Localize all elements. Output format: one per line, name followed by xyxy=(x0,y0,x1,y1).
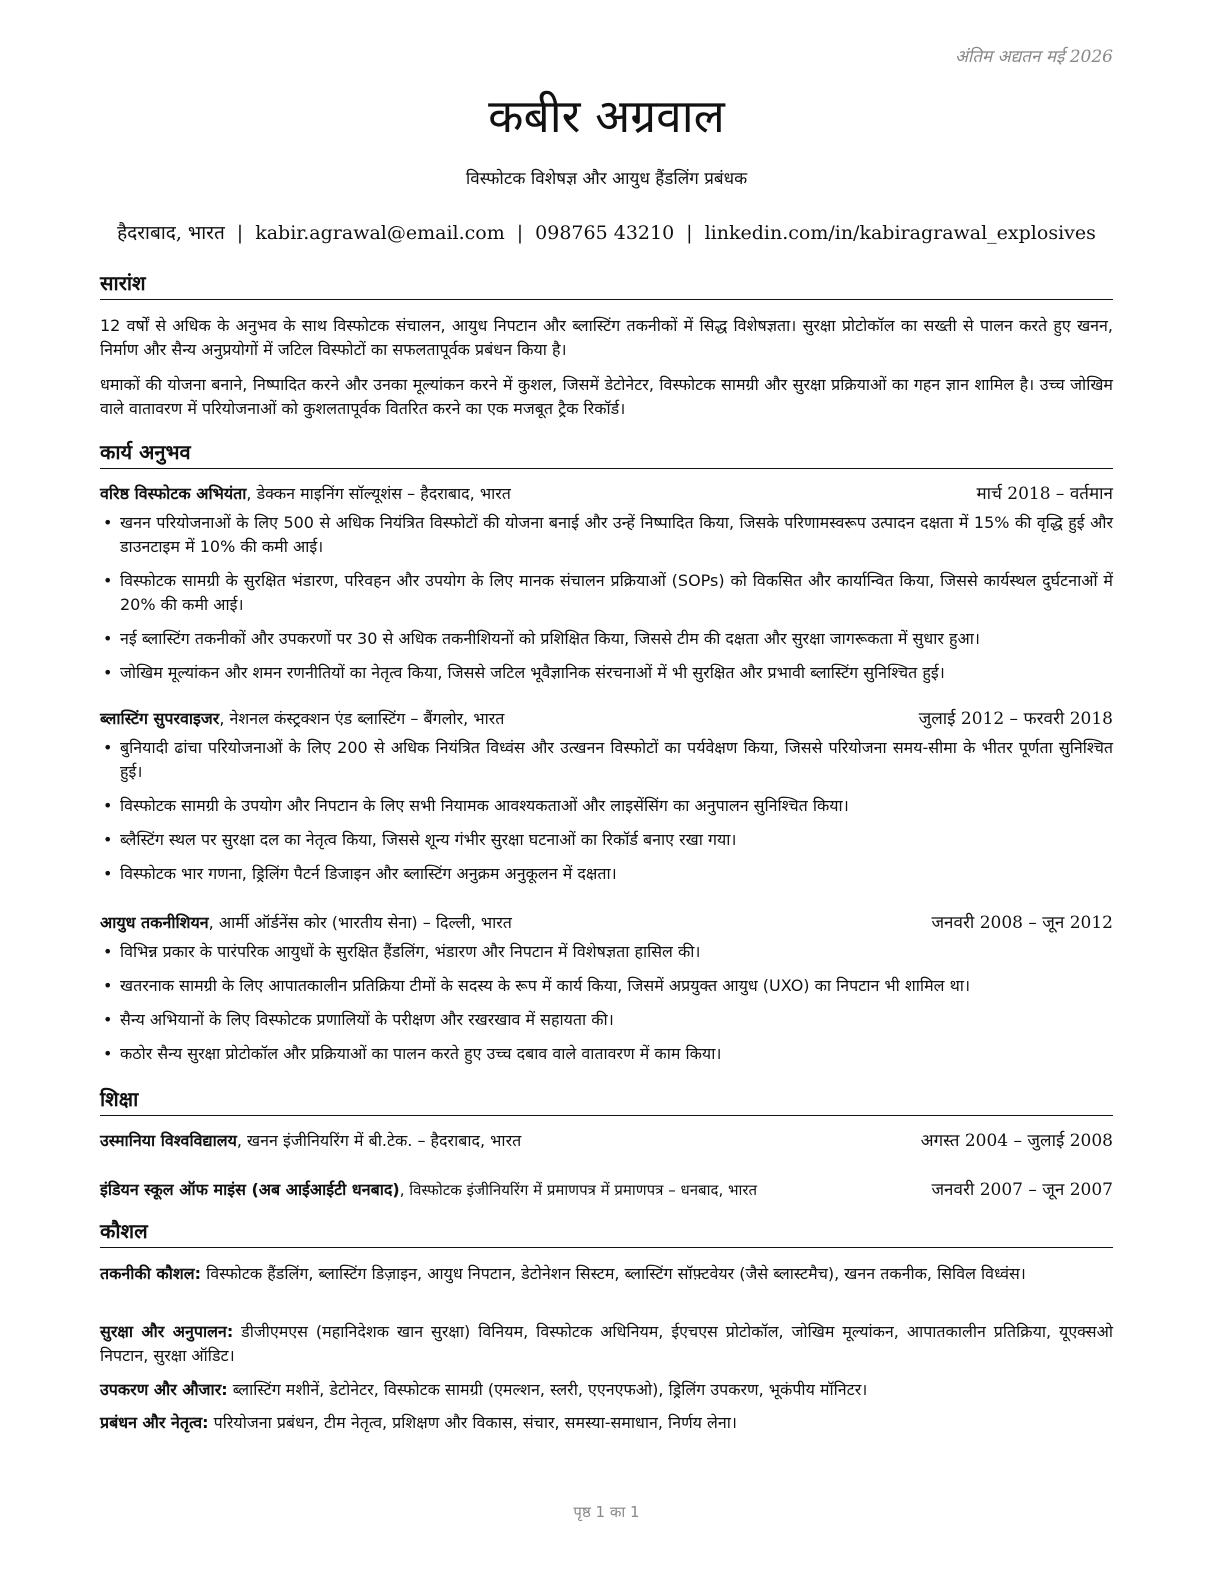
job-bullets xyxy=(100,940,1113,1076)
education-dates: अगस्त 2004 – जुलाई 2008 xyxy=(920,1131,1113,1151)
education-entry xyxy=(100,1129,1113,1153)
job-bullet: • खतरनाक सामग्री के लिए आपातकालीन प्रतिक्रिया टीमों के सदस्य के रूप में कार्य किया, जिसमें अप्रयुक्त आयुध (UXO) का निपटान भी शामिल था। xyxy=(100,974,1113,998)
summary-paragraph: धमाकों की योजना बनाने, निष्पादित करने और उनका मूल्यांकन करने में कुशल, जिसमें डेटोनेटर, विस्फोटक सामग्री और सुरक्षा प्रक्रियाओं का गहन ज्ञान शामिल है। उच्च जोखिम वाले वातावरण में परियोजनाओं को कुशलतापूर्वक वितरित करने का एक मजबूत ट्रैक रिकॉर्ड। xyxy=(100,375,1113,418)
last-updated: अंतिम अद्यतन मई 2026 xyxy=(954,47,1113,67)
education-detail: , विस्फोटक इंजीनियरिंग में प्रमाणपत्र में प्रमाणपत्र – धनबाद, भारत xyxy=(399,1181,758,1199)
contact-separator: | xyxy=(686,222,693,244)
job-role: वरिष्ठ विस्फोटक अभियंता xyxy=(100,484,247,503)
job-org: , आर्मी ऑर्डनेंस कोर (भारतीय सेना) – दिल्ली, भारत xyxy=(208,913,512,932)
job-header xyxy=(100,482,1113,506)
job-header xyxy=(100,911,1113,935)
summary-paragraph: 12 वर्षों से अधिक के अनुभव के साथ विस्फोटक संचालन, आयुध निपटान और ब्लास्टिंग तकनीकों में सिद्ध विशेषज्ञता। सुरक्षा प्रोटोकॉल का सख्ती से पालन करते हुए खनन, निर्माण और सैन्य अनुप्रयोगों में जटिल विस्फोटों का सफलतापूर्वक प्रबंधन किया है। xyxy=(100,316,1113,359)
skill-line xyxy=(100,1411,1113,1435)
skill-text: ब्लास्टिंग मशीनें, डेटोनेटर, विस्फोटक सामग्री (एमल्शन, स्लरी, एएनएफओ), ड्रिलिंग उपकरण, भूकंपीय मॉनिटर। xyxy=(227,1380,868,1399)
education-detail: , खनन इंजीनियरिंग में बी.टेक. – हैदराबाद, भारत xyxy=(236,1131,522,1150)
job-role: ब्लास्टिंग सुपरवाइजर xyxy=(100,709,220,728)
section-heading-skills: कौशल xyxy=(100,1218,1113,1248)
job-header xyxy=(100,707,1113,731)
job-bullets xyxy=(100,511,1113,695)
education-school: इंडियन स्कूल ऑफ माइंस (अब आईआईटी धनबाद) xyxy=(100,1180,400,1199)
contact-email[interactable]: kabir.agrawal@email.com xyxy=(255,222,505,244)
contact-separator: | xyxy=(236,222,244,244)
job-bullet: • विभिन्न प्रकार के पारंपरिक आयुधों के सुरक्षित हैंडलिंग, भंडारण और निपटान में विशेषज्ञता हासिल की। xyxy=(100,940,1113,964)
job-bullet: • ब्लैस्टिंग स्थल पर सुरक्षा दल का नेतृत्व किया, जिससे शून्य गंभीर सुरक्षा घटनाओं का रिकॉर्ड बनाए रखा गया। xyxy=(100,828,1113,852)
job-bullet: • जोखिम मूल्यांकन और शमन रणनीतियों का नेतृत्व किया, जिससे जटिल भूवैज्ञानिक संरचनाओं में भी सुरक्षित और प्रभावी ब्लास्टिंग सुनिश्चित हुई। xyxy=(100,661,1113,685)
section-heading-experience: कार्य अनुभव xyxy=(100,439,1113,469)
job-bullet: • कठोर सैन्य सुरक्षा प्रोटोकॉल और प्रक्रियाओं का पालन करते हुए उच्च दबाव वाले वातावरण में काम किया। xyxy=(100,1042,1113,1066)
candidate-title: विस्फोटक विशेषज्ञ और आयुध हैंडलिंग प्रबंधक xyxy=(465,169,748,189)
education-entry xyxy=(100,1178,1113,1202)
page-number: पृष्ठ 1 का 1 xyxy=(573,1503,640,1521)
job-bullet: • विस्फोटक भार गणना, ड्रिलिंग पैटर्न डिजाइन और ब्लास्टिंग अनुक्रम अनुकूलन में दक्षता। xyxy=(100,862,1113,886)
job-org: , डेक्कन माइनिंग सॉल्यूशंस – हैदराबाद, भारत xyxy=(246,484,511,503)
education-dates: जनवरी 2007 – जून 2007 xyxy=(931,1180,1113,1200)
contact-phone: 098765 43210 xyxy=(535,222,675,244)
contact-line xyxy=(100,219,1113,245)
candidate-name: कबीर अग्रवाल xyxy=(488,89,725,143)
job-dates: मार्च 2018 – वर्तमान xyxy=(976,484,1113,504)
education-school: उस्मानिया विश्वविद्यालय xyxy=(100,1131,237,1150)
job-bullets xyxy=(100,736,1113,896)
job-bullet: • नई ब्लास्टिंग तकनीकों और उपकरणों पर 30 से अधिक तकनीशियनों को प्रशिक्षित किया, जिससे टीम की दक्षता और सुरक्षा जागरूकता में सुधार हुआ। xyxy=(100,627,1113,651)
skill-text: विस्फोटक हैंडलिंग, ब्लास्टिंग डिज़ाइन, आयुध निपटान, डेटोनेशन सिस्टम, ब्लास्टिंग सॉफ़्टवेयर (जैसे ब्लास्टमैच), खनन तकनीक, सिविल विध्वंस। xyxy=(201,1264,1026,1283)
skill-line xyxy=(100,1262,1113,1286)
skill-label: तकनीकी कौशल: xyxy=(100,1264,201,1283)
skill-label: उपकरण और औजार: xyxy=(100,1380,228,1399)
job-dates: जुलाई 2012 – फरवरी 2018 xyxy=(918,709,1113,729)
job-bullet: • विस्फोटक सामग्री के सुरक्षित भंडारण, परिवहन और उपयोग के लिए मानक संचालन प्रक्रियाओं (SOPs) को विकसित और कार्यान्वित किया, जिससे कार्यस्थल दुर्घटनाओं में 20% की कमी आई। xyxy=(100,569,1113,617)
skill-line xyxy=(100,1320,1113,1368)
contact-linkedin[interactable]: linkedin.com/in/kabiragrawal_explosives xyxy=(704,222,1096,244)
job-role: आयुध तकनीशियन xyxy=(100,913,209,932)
skill-line xyxy=(100,1378,1113,1402)
job-bullet: • विस्फोटक सामग्री के उपयोग और निपटान के लिए सभी नियामक आवश्यकताओं और लाइसेंसिंग का अनुपालन सुनिश्चित किया। xyxy=(100,794,1113,818)
job-dates: जनवरी 2008 – जून 2012 xyxy=(931,913,1113,933)
job-bullet: • सैन्य अभियानों के लिए विस्फोटक प्रणालियों के परीक्षण और रखरखाव में सहायता की। xyxy=(100,1008,1113,1032)
section-heading-summary: सारांश xyxy=(100,270,1113,300)
job-bullet: • बुनियादी ढांचा परियोजनाओं के लिए 200 से अधिक नियंत्रित विध्वंस और उत्खनन विस्फोटों का पर्यवेक्षण किया, जिससे परियोजना समय-सीमा के भीतर पूर्णता सुनिश्चित हुई। xyxy=(100,736,1113,784)
skill-label: प्रबंधन और नेतृत्व: xyxy=(100,1413,209,1432)
skill-label: सुरक्षा और अनुपालन: xyxy=(100,1322,234,1341)
skill-text: परियोजना प्रबंधन, टीम नेतृत्व, प्रशिक्षण और विकास, संचार, समस्या-समाधान, निर्णय लेना। xyxy=(208,1413,737,1432)
contact-separator: | xyxy=(516,222,524,244)
contact-location: हैदराबाद, भारत xyxy=(117,222,225,244)
job-bullet: • खनन परियोजनाओं के लिए 500 से अधिक नियंत्रित विस्फोटों की योजना बनाई और उन्हें निष्पादित किया, जिसके परिणामस्वरूप उत्पादन दक्षता में 15% की वृद्धि हुई और डाउनटाइम में 10% की कमी आई। xyxy=(100,511,1113,559)
job-org: , नेशनल कंस्ट्रक्शन एंड ब्लास्टिंग – बैंगलोर, भारत xyxy=(219,709,505,728)
skill-text: डीजीएमएस (महानिदेशक खान सुरक्षा) विनियम, विस्फोटक अधिनियम, ईएचएस प्रोटोकॉल, जोखिम मूल्यांकन, आपातकालीन प्रतिक्रिया, यूएक्सओ निपटान, सुरक्षा ऑडिट। xyxy=(100,1322,1113,1365)
section-heading-education: शिक्षा xyxy=(100,1086,1113,1116)
